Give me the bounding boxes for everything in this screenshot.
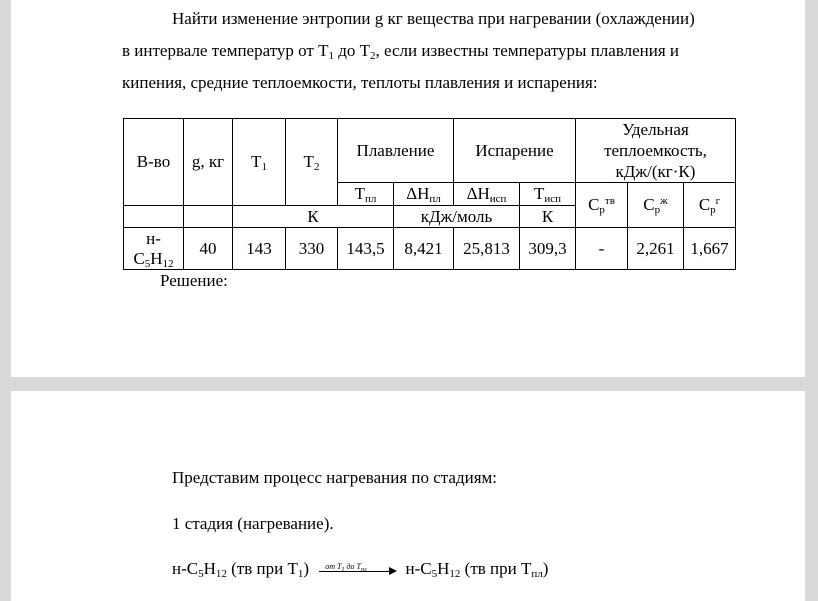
arrow-shaft (319, 571, 391, 572)
header-t-evaporation-label: T (533, 184, 545, 203)
units-kj-mol-label: кДж/моль (420, 206, 493, 226)
cell-value: 143 (246, 238, 272, 258)
header-cp-label: C (643, 195, 655, 214)
header-t-melting (338, 183, 394, 206)
units-blank-1 (124, 206, 184, 228)
header-cp-liquid (628, 183, 684, 228)
cell-t1 (233, 228, 286, 270)
problem-text: в интервале температур от T (122, 41, 329, 60)
data-table (123, 118, 736, 270)
header-heat-capacity-line: кДж/(кг·К) (615, 162, 696, 181)
cell-value: 330 (298, 238, 325, 258)
problem-line-1 (172, 9, 695, 29)
subscript: p (599, 204, 605, 216)
cell-value: 309,3 (528, 238, 567, 258)
header-evaporation-label: Испарение (475, 141, 554, 160)
equation-part: н-C (172, 559, 199, 578)
cell-value: 40 (199, 238, 217, 258)
header-t-melting-label: T (354, 184, 365, 203)
header-heat-capacity (576, 119, 736, 183)
arrow-label-part: до T (344, 562, 361, 572)
substance-formula (124, 249, 183, 269)
units-blank-2 (184, 206, 233, 228)
header-cp-label: C (588, 195, 600, 214)
equation-part: ) (542, 559, 549, 578)
subscript: исп (489, 193, 507, 205)
header-evaporation (454, 119, 576, 183)
header-cp-solid (576, 183, 628, 228)
units-kj-mol (394, 206, 520, 228)
subscript: 1 (261, 161, 267, 173)
cell-value: 143,5 (346, 238, 385, 258)
cell-dh-melting (394, 228, 454, 270)
problem-line-3 (122, 73, 598, 93)
header-t1 (233, 119, 286, 206)
subscript: 5 (144, 257, 151, 270)
substance-prefix: н- (146, 228, 161, 248)
problem-text: , если известны температуры плавления и (375, 41, 680, 60)
cell-mass (184, 228, 233, 270)
header-heat-capacity-line: Удельная (622, 120, 689, 139)
subscript: 2 (370, 50, 376, 62)
header-substance (124, 119, 184, 206)
cell-dh-evaporation (454, 228, 520, 270)
cell-cp-liquid (628, 228, 684, 270)
subscript: p (654, 204, 661, 216)
header-melting (338, 119, 454, 183)
cell-t-melting (338, 228, 394, 270)
cell-cp-solid (576, 228, 628, 270)
subscript: пл (531, 568, 543, 580)
problem-text: Найти изменение энтропии g кг вещества при нагревании (охлаждении) (172, 9, 695, 28)
equation-part: (тв при T (226, 559, 298, 578)
cell-t-evaporation (520, 228, 576, 270)
header-cp-gas (684, 183, 736, 228)
header-t2-label: T (303, 152, 314, 171)
subscript: 12 (162, 257, 174, 270)
subscript: 1 (341, 567, 345, 574)
cell-value: 25,813 (463, 238, 510, 258)
superscript: г (715, 195, 721, 207)
subscript: 2 (313, 161, 320, 173)
header-dh-evaporation (454, 183, 520, 206)
equation-part: H (203, 559, 216, 578)
header-cp-label: C (698, 195, 711, 214)
header-melting-label: Плавление (356, 141, 435, 160)
arrow-head (389, 567, 397, 575)
solution-label: Решение: (160, 271, 228, 290)
document-page-1 (11, 0, 805, 377)
subscript: 1 (297, 568, 304, 580)
arrow-label-part: от T (325, 562, 342, 572)
header-dh-evaporation-label: ΔH (466, 184, 490, 203)
equation-part: H (437, 559, 450, 578)
cell-cp-gas (684, 228, 736, 270)
header-heat-capacity-line: теплоемкость, (604, 141, 707, 160)
header-mass (184, 119, 233, 206)
superscript: ж (660, 195, 668, 207)
subscript: 1 (328, 50, 334, 62)
cell-t2 (286, 228, 338, 270)
header-dh-melting-label: ΔH (406, 184, 430, 203)
cell-substance (124, 228, 184, 270)
header-t1-label: T (251, 152, 262, 171)
cell-value: 8,421 (404, 238, 443, 258)
formula-part: C (133, 248, 145, 268)
subscript: 5 (198, 568, 204, 580)
header-mass-label: g, кг (191, 152, 225, 171)
problem-text: до T (334, 41, 371, 60)
subscript: пл (429, 193, 441, 205)
subscript: 5 (431, 568, 438, 580)
subscript: 12 (215, 568, 227, 580)
subscript: исп (544, 193, 562, 205)
units-kelvin-label: К (307, 206, 319, 226)
units-kelvin-2 (520, 206, 576, 228)
equation-part: н-C (405, 559, 432, 578)
equation-part: (тв при T (460, 559, 532, 578)
header-t2 (286, 119, 338, 206)
cell-value: 2,261 (636, 238, 675, 258)
document-page-2 (11, 391, 805, 601)
stage-1-text: 1 стадия (нагревание). (172, 514, 334, 533)
cell-value: 1,667 (690, 238, 729, 258)
units-kelvin-1 (233, 206, 394, 228)
cell-value: - (598, 238, 605, 258)
stage-1-heading (172, 514, 334, 534)
solution-heading (160, 271, 228, 291)
header-dh-melting (394, 183, 454, 206)
subscript: пл (361, 567, 367, 574)
reaction-equation (172, 559, 548, 579)
units-kelvin-label: К (541, 206, 554, 226)
superscript: тв (604, 195, 615, 207)
arrow-label (325, 557, 366, 577)
intro-text: Представим процесс нагревания по стадиям: (172, 468, 498, 487)
header-substance-label: В-во (136, 152, 171, 171)
subscript: p (710, 204, 716, 216)
header-t-evaporation (520, 183, 576, 206)
equation-part: ) (303, 559, 310, 578)
reaction-arrow-icon (317, 563, 397, 577)
process-intro (172, 468, 497, 488)
subscript: пл (365, 193, 377, 205)
problem-line-2 (122, 41, 679, 61)
formula-part: H (150, 248, 163, 268)
subscript: 12 (449, 568, 461, 580)
problem-text: кипения, средние теплоемкости, теплоты плавления и испарения: (122, 73, 598, 92)
